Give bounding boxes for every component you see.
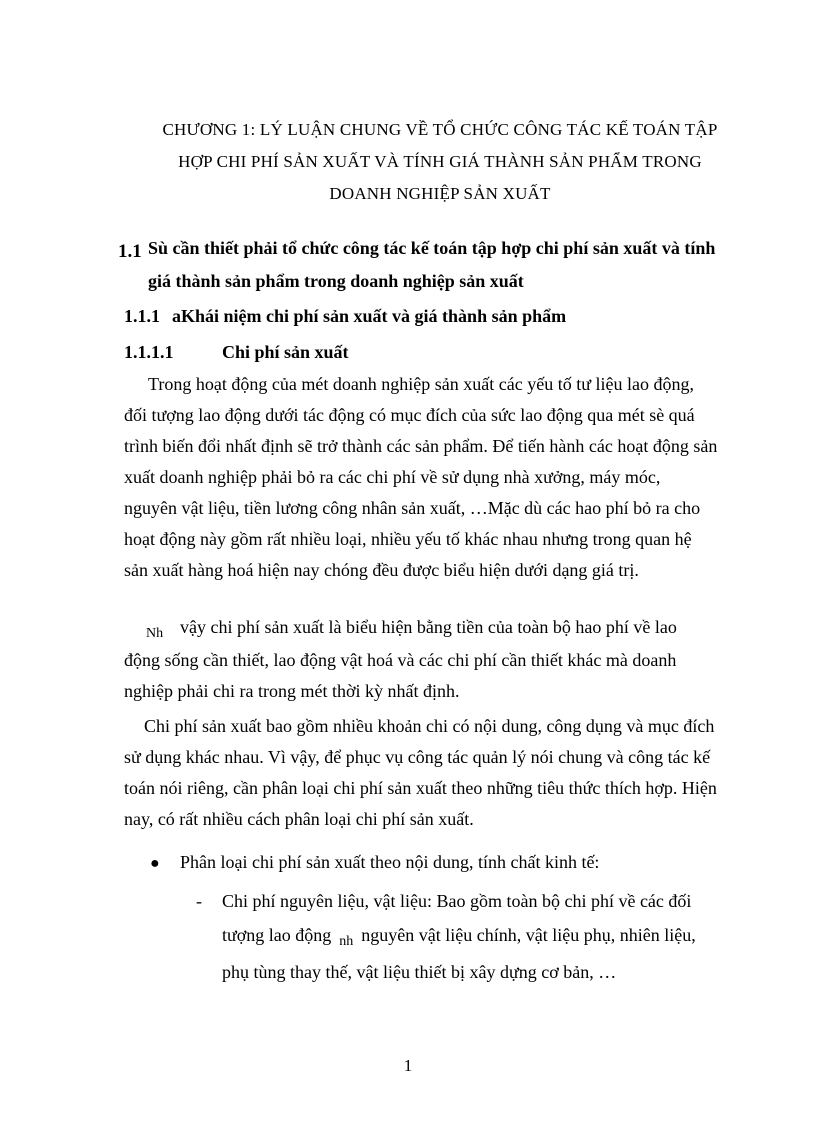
bullet-icon: ●: [150, 855, 160, 872]
paragraph-line: Trong hoạt động của mét doanh nghiệp sản xuất các yếu tố tư liệu lao động,: [148, 374, 694, 394]
paragraph-line: toán nói riêng, cần phân loại chi phí sản xuất theo những tiêu thức thích hợp. Hiện: [124, 778, 717, 798]
dash-text: tượng lao động: [222, 925, 332, 945]
paragraph-line: Chi phí sản xuất bao gồm nhiều khoản chi có nội dung, công dụng và mục đích: [144, 716, 715, 736]
paragraph-line: nay, có rất nhiều cách phân loại chi phí sản xuất.: [124, 809, 474, 829]
paragraph-line: đối tượng lao động dưới tác động có mục đích của sức lao động qua mét sè quá: [124, 405, 695, 425]
inline-fragment: Nh: [146, 626, 164, 641]
section-number: 1.1: [118, 241, 142, 262]
chapter-title-line: HỢP CHI PHÍ SẢN XUẤT VÀ TÍNH GIÁ THÀNH SẢN PHẨM TRONG: [178, 152, 702, 171]
section-title-line: Sù cần thiết phải tổ chức công tác kế toán tập hợp chi phí sản xuất và tính: [148, 238, 716, 258]
paragraph-line: sử dụng khác nhau. Vì vậy, để phục vụ công tác quản lý nói chung và công tác kế: [124, 747, 711, 767]
chapter-title: [100, 114, 780, 210]
paragraph-line: động sống cần thiết, lao động vật hoá và các chi phí cần thiết khác mà doanh: [124, 650, 677, 670]
paragraph-line: hoạt động này gồm rất nhiều loại, nhiều yếu tố khác nhau nhưng trong quan hệ: [124, 529, 692, 549]
chapter-title-line: CHƯƠNG 1: LÝ LUẬN CHUNG VỀ TỔ CHỨC CÔNG TÁC KẾ TOÁN TẬP: [162, 120, 718, 139]
section-title: Chi phí sản xuất: [222, 342, 349, 362]
paragraph-line-text: vậy chi phí sản xuất là biểu hiện bằng tiền của toàn bộ hao phí về lao: [180, 617, 677, 637]
paragraph-line: nguyên vật liệu, tiền lương công nhân sản xuất, …Mặc dù các hao phí bỏ ra cho: [124, 498, 701, 518]
paragraph-3: [124, 711, 744, 835]
paragraph-1: [124, 369, 744, 586]
dash-icon: -: [196, 891, 202, 911]
paragraph-2: [124, 612, 744, 707]
dash-line: phụ tùng thay thế, vật liệu thiết bị xây dựng cơ bản, …: [222, 962, 617, 982]
paragraph-line: [124, 612, 744, 645]
dash-text: nguyên vật liệu chính, vật liệu phụ, nhiên liệu,: [361, 925, 696, 945]
chapter-title-line: DOANH NGHIỆP SẢN XUẤT: [329, 184, 551, 203]
section-title-line: giá thành sản phẩm trong doanh nghiệp sản xuất: [148, 271, 524, 291]
dash-list-item: [196, 884, 696, 989]
paragraph-line: trình biến đổi nhất định sẽ trở thành các sản phẩm. Để tiến hành các hoạt động sản: [124, 436, 718, 456]
section-number: 1.1.1: [124, 306, 160, 326]
page-number: 1: [403, 1056, 413, 1075]
dash-text: Chi phí nguyên liệu, vật liệu: Bao gồm toàn bộ chi phí về các đối: [222, 891, 692, 911]
section-heading-1-1-1: [124, 302, 566, 330]
bullet-text: Phân loại chi phí sản xuất theo nội dung, tính chất kinh tế:: [180, 852, 600, 872]
section-title: aKhái niệm chi phí sản xuất và giá thành sản phẩm: [172, 306, 567, 326]
paragraph-line: xuất doanh nghiệp phải bỏ ra các chi phí về sử dụng nhà xưởng, máy móc,: [124, 467, 661, 487]
inline-fragment: nh: [339, 934, 354, 949]
section-number: 1.1.1.1: [124, 342, 174, 362]
dash-line: [196, 918, 696, 955]
dash-line: [196, 884, 696, 918]
paragraph-line: sản xuất hàng hoá hiện nay chóng đều được biểu hiện dưới dạng giá trị.: [124, 560, 639, 580]
bullet-item: [150, 847, 599, 879]
paragraph-line: nghiệp phải chi ra trong mét thời kỳ nhất định.: [124, 681, 460, 701]
section-heading-1-1-1-1: [124, 338, 349, 366]
